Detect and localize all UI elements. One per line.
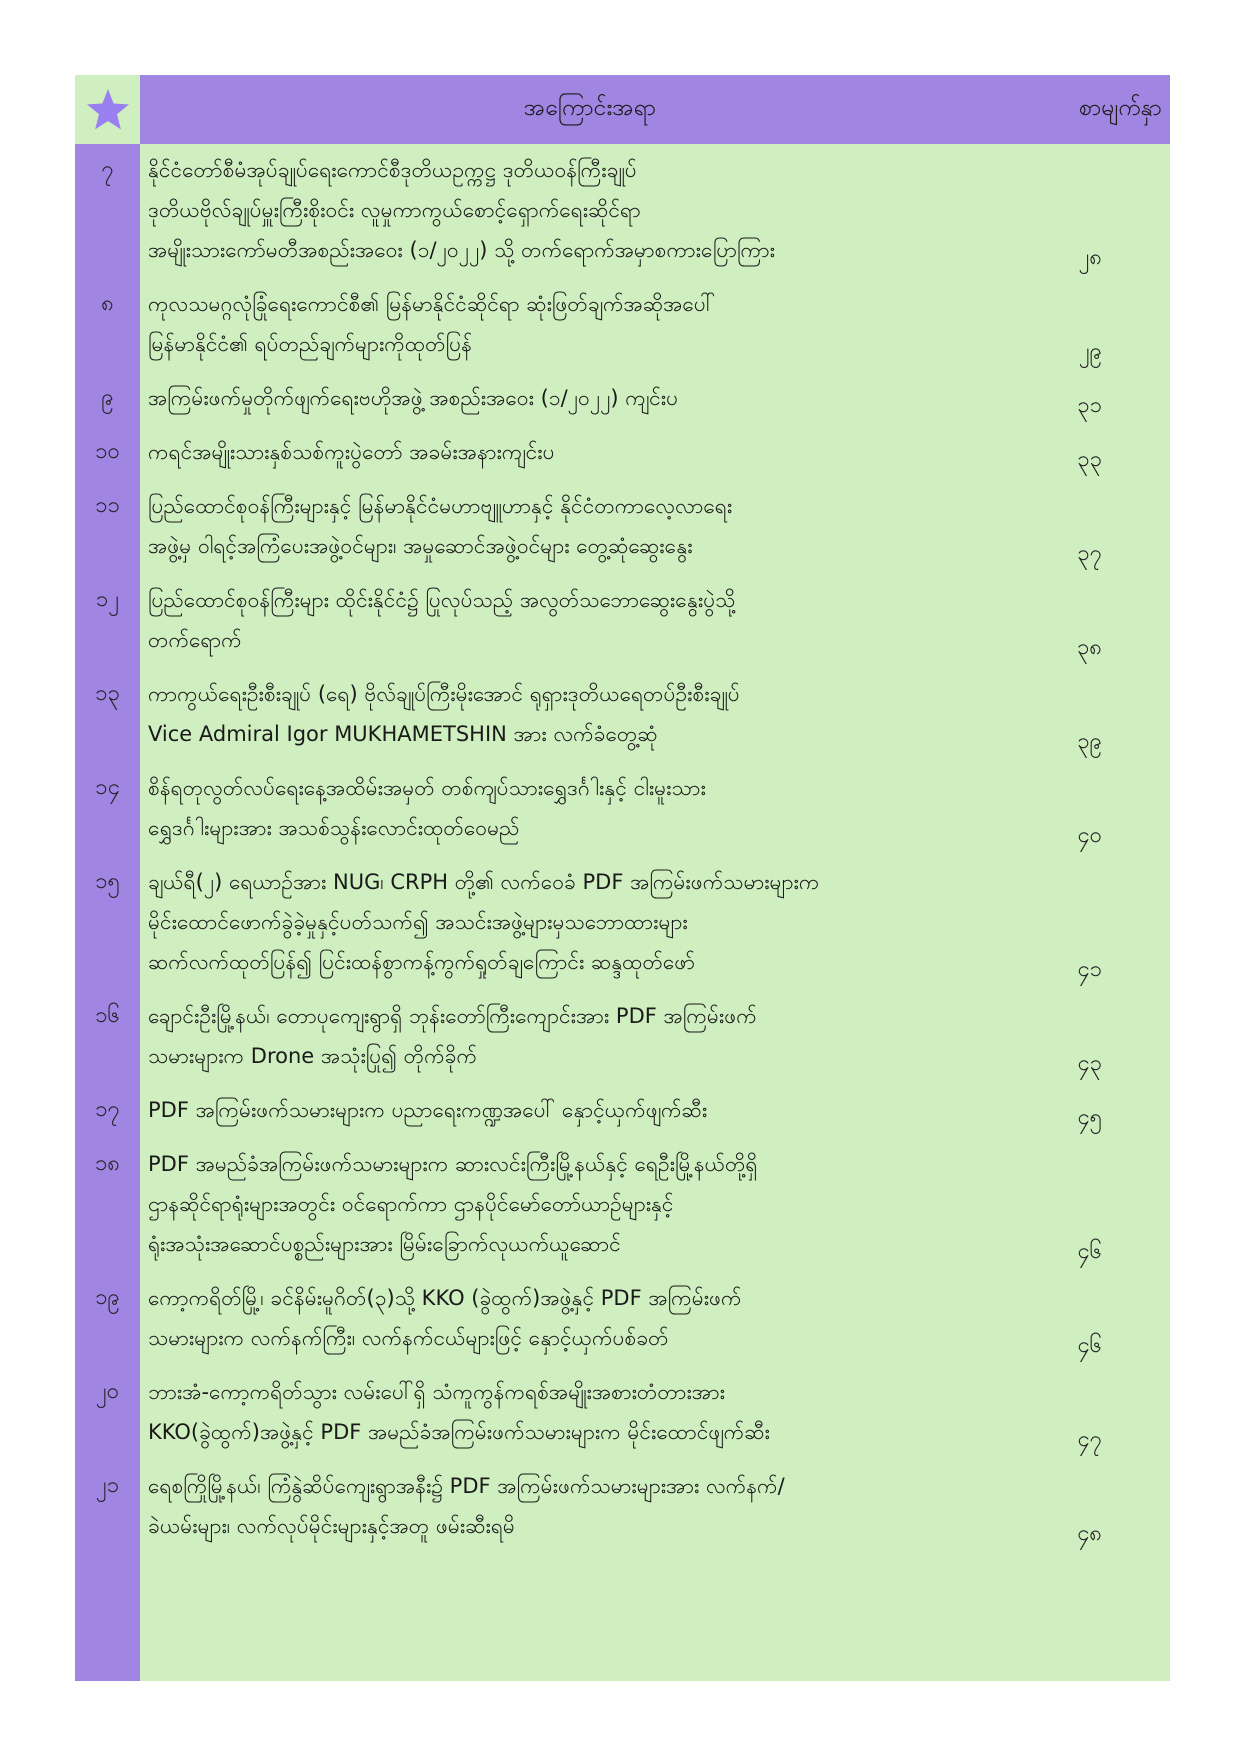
entry-number: ၁၂ bbox=[95, 587, 120, 612]
entry-number: ၁၄ bbox=[95, 775, 120, 800]
entry-title: ချယ်ရီ(၂) ရေယာဉ်အား NUG၊ CRPH တို့၏ လက်ဝေခံ PDF အကြမ်းဖက်သမားများက မိုင်းထောင်ဖောက်ခွဲခဲ့မှုနှင့်ပတ်သက်၍ အသင်းအဖွဲ့များမှသဘောထားများ ဆက်လက်ထုတ်ပြန်၍ ပြင်းထန်စွာကန့်ကွက်ရှုတ်ချကြောင်း ဆန္ဒထုတ်ဖော် bbox=[148, 870, 820, 974]
entry-page-number: ၄၃ bbox=[1077, 1051, 1102, 1076]
entry-page-number: ၄၁ bbox=[1077, 957, 1102, 982]
entry-page-number: ၂၈ bbox=[1078, 245, 1102, 270]
entry-title: ရေစကြိုမြို့နယ်၊ ကြံနွဲဆိပ်ကျေးရွာအနီး၌ PDF အကြမ်းဖက်သမားများအား လက်နက်/ ခဲယမ်းများ၊ လက်လုပ်မိုင်းများနှင့်အတူ ဖမ်းဆီးရမိ bbox=[148, 1474, 785, 1538]
toc-row[interactable] bbox=[75, 1144, 1170, 1278]
entry-number: ၈ bbox=[101, 291, 114, 316]
entry-number: ၁၁ bbox=[95, 493, 120, 518]
toc-row[interactable] bbox=[75, 768, 1170, 862]
entry-number: ၁၅ bbox=[95, 869, 120, 894]
entry-number: ၁၉ bbox=[95, 1285, 120, 1310]
entry-title: PDF အကြမ်းဖက်သမားများက ပညာရေးကဏ္ဍအပေါ် နှောင့်ယှက်ဖျက်ဆီး bbox=[148, 1098, 708, 1122]
entry-page-number: ၄၆ bbox=[1077, 1239, 1102, 1264]
entry-page-number: ၃၇ bbox=[1077, 541, 1102, 566]
page-column-heading: စာမျက်နှာ bbox=[1078, 94, 1162, 121]
entry-page-number: ၄၆ bbox=[1077, 1333, 1102, 1358]
toc-row[interactable] bbox=[75, 580, 1170, 674]
star-icon bbox=[84, 86, 132, 134]
entry-page-number: ၄၅ bbox=[1077, 1105, 1102, 1130]
contents-heading: အကြောင်းအရာ bbox=[523, 94, 657, 121]
entry-title: ကာကွယ်ရေးဦးစီးချုပ် (ရေ) ဗိုလ်ချုပ်ကြီးမိုးအောင် ရုရှားဒုတိယရေတပ်ဦးစီးချုပ် Vice Admiral Igor MUKHAMETSHIN အား လက်ခံတွေ့ဆုံ bbox=[148, 682, 740, 746]
toc-row[interactable] bbox=[75, 1090, 1170, 1144]
entry-number: ၁၃ bbox=[95, 681, 120, 706]
entry-number: ၂၁ bbox=[95, 1473, 120, 1498]
entry-page-number: ၄၇ bbox=[1077, 1427, 1102, 1452]
toc-row[interactable] bbox=[75, 996, 1170, 1090]
toc-row[interactable] bbox=[75, 432, 1170, 486]
entry-number: ၁၈ bbox=[95, 1151, 120, 1176]
entry-title: ကော့ကရိတ်မြို့၊ ခင်နိမ်းမူဂိတ်(၃)သို့ KKO (ခွဲထွက်)အဖွဲ့နှင့် PDF အကြမ်းဖက် သမားများက လက်နက်ကြီး၊ လက်နက်ငယ်များဖြင့် နှောင့်ယှက်ပစ်ခတ် bbox=[148, 1286, 742, 1350]
entry-number: ၁၆ bbox=[95, 1003, 120, 1028]
entry-number: ၇ bbox=[101, 157, 114, 182]
toc-row[interactable] bbox=[75, 150, 1170, 284]
entry-page-number: ၃၃ bbox=[1077, 447, 1102, 472]
entry-page-number: ၄၀ bbox=[1077, 823, 1102, 848]
toc-row[interactable] bbox=[75, 1466, 1170, 1560]
entry-number: ၂၀ bbox=[95, 1379, 120, 1404]
entry-title: ဘားအံ-ကော့ကရိတ်သွား လမ်းပေါ်ရှိ သံကူကွန်ကရစ်အမျိုးအစားတံတားအား KKO(ခွဲထွက်)အဖွဲ့နှင့် PDF အမည်ခံအကြမ်းဖက်သမားများက မိုင်းထောင်ဖျက်ဆီး bbox=[148, 1380, 770, 1444]
entry-page-number: ၃၁ bbox=[1077, 393, 1102, 418]
toc-rows bbox=[75, 150, 1170, 1560]
toc-row[interactable] bbox=[75, 1278, 1170, 1372]
entry-number: ၁၀ bbox=[95, 439, 120, 464]
toc-row[interactable] bbox=[75, 486, 1170, 580]
entry-title: စိန်ရတုလွတ်လပ်ရေးနေ့အထိမ်းအမှတ် တစ်ကျပ်သားရွှေဒင်္ဂါးနှင့် ငါးမူးသား ရွှေဒင်္ဂါးများအား အသစ်သွန်းလောင်းထုတ်ဝေမည် bbox=[148, 776, 706, 840]
entry-title: ချောင်းဦးမြို့နယ်၊ တောပုကျေးရွာရှိ ဘုန်းတော်ကြီးကျောင်းအား PDF အကြမ်းဖက် သမားများက Drone အသုံးပြု၍ တိုက်ခိုက် bbox=[148, 1004, 757, 1068]
toc-row[interactable] bbox=[75, 284, 1170, 378]
entry-title: ကုလသမဂ္ဂလုံခြုံရေးကောင်စီ၏ မြန်မာနိုင်ငံဆိုင်ရာ ဆုံးဖြတ်ချက်အဆိုအပေါ် မြန်မာနိုင်ငံ၏ ရပ်တည်ချက်များကိုထုတ်ပြန် bbox=[148, 292, 716, 356]
entry-title: PDF အမည်ခံအကြမ်းဖက်သမားများက ဆားလင်းကြီးမြို့နယ်နှင့် ရေဦးမြို့နယ်တို့ရှိ ဌာနဆိုင်ရာရုံးများအတွင်း ဝင်ရောက်ကာ ဌာနပိုင်မော်တော်ယာဉ်များနှင့် ရုံးအသုံးအဆောင်ပစ္စည်းများအား မြိမ်းခြောက်လုယက်ယူဆောင် bbox=[148, 1152, 758, 1256]
toc-row[interactable] bbox=[75, 674, 1170, 768]
toc-row[interactable] bbox=[75, 862, 1170, 996]
entry-page-number: ၂၉ bbox=[1078, 339, 1102, 364]
entry-title: ပြည်ထောင်စုဝန်ကြီးများ ထိုင်းနိုင်ငံ၌ ပြုလုပ်သည့် အလွတ်သဘောဆွေးနွေးပွဲသို့ တက်ရောက် bbox=[148, 588, 736, 652]
toc-row[interactable] bbox=[75, 1372, 1170, 1466]
entry-number: ၁၇ bbox=[95, 1097, 120, 1122]
entry-title: အကြမ်းဖက်မှုတိုက်ဖျက်ရေးဗဟိုအဖွဲ့ အစည်းအဝေး (၁/၂၀၂၂) ကျင်းပ bbox=[148, 386, 679, 410]
entry-number: ၉ bbox=[101, 385, 114, 410]
star-cell bbox=[75, 75, 140, 144]
toc-row[interactable] bbox=[75, 378, 1170, 432]
entry-page-number: ၃၉ bbox=[1077, 729, 1102, 754]
entry-title: ကရင်အမျိုးသားနှစ်သစ်ကူးပွဲတော် အခမ်းအနားကျင်းပ bbox=[148, 440, 555, 464]
table-of-contents bbox=[75, 75, 1170, 1681]
entry-page-number: ၃၈ bbox=[1077, 635, 1102, 660]
entry-page-number: ၄၈ bbox=[1077, 1521, 1102, 1546]
entry-title: နိုင်ငံတော်စီမံအုပ်ချုပ်ရေးကောင်စီဒုတိယဥက္ကဋ္ဌ ဒုတိယဝန်ကြီးချုပ် ဒုတိယဗိုလ်ချုပ်မှူးကြီးစိုးဝင်း လူမှုကာကွယ်စောင့်ရှောက်ရေးဆိုင်ရာ အမျိုးသားကော်မတီအစည်းအဝေး (၁/၂၀၂၂) သို့ တက်ရောက်အမှာစကားပြောကြား bbox=[148, 158, 775, 262]
entry-title: ပြည်ထောင်စုဝန်ကြီးများနှင့် မြန်မာနိုင်ငံမဟာဗျူဟာနှင့် နိုင်ငံတကာလေ့လာရေး အဖွဲ့မှ ဝါရင့်အကြံပေးအဖွဲ့ဝင်များ၊ အမှုဆောင်အဖွဲ့ဝင်များ တွေ့ဆုံဆွေးနွေး bbox=[148, 494, 733, 558]
toc-header bbox=[140, 75, 1170, 144]
